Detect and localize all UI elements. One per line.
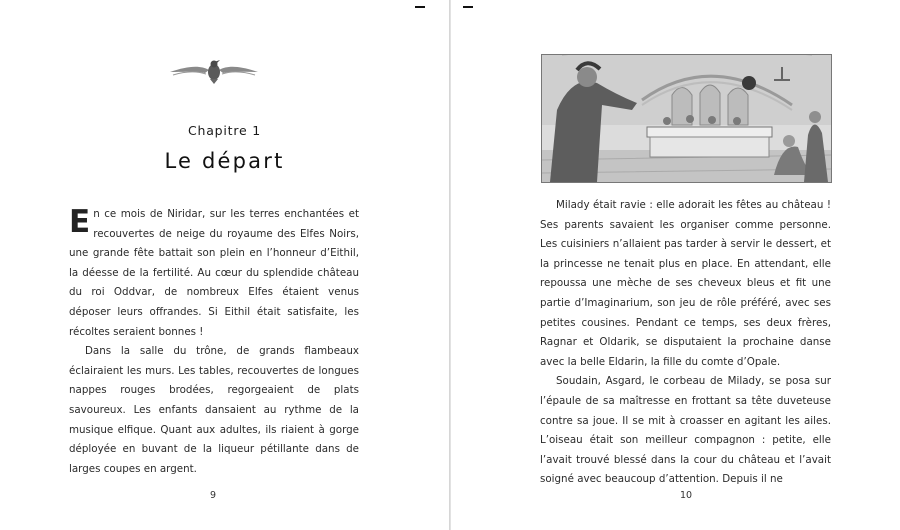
paragraph: Milady était ravie : elle adorait les fêtes au château ! Ses parents savaient les organiser comme personne. Les cuisiniers n’allaient pas tarder à servir le dessert, et la princesse ne tenait plus en place. En attendant, elle repoussa une mèche de ses cheveux bleus et fit une partie d’Imaginarium, son jeu de rôle préféré, avec ses petites cousines. Pendant ce temps, ses deux frères, Ragnar et Oldarik, se disputaient la prochaine danse avec la belle Eldarin, la fille du comte d’Opale.: [540, 199, 831, 368]
paragraph: Dans la salle du trône, de grands flambeaux éclairaient les murs. Les tables, recouvertes de longues nappes rouges brodées, regorgeaient de plats savoureux. Les enfants dansaient au rythme de la musique elfique. Quant aux adultes, ils riaient à gorge déployée en buvant de la liqueur pétillante dans de larges coupes en argent.: [69, 345, 359, 475]
left-page-text: [69, 205, 359, 479]
left-page: [0, 0, 449, 530]
paragraph: En ce mois de Niridar, sur les terres enchantées et recouvertes de neige du royaume des Elfes Noirs, une grande fête battait son plein en l’honneur d’Eithil, la déesse de la fertilité. Au cœur du splendide château du roi Oddvar, de nombreux Elfes étaient venus déposer leurs offrandes. Si Eithil était satisfaite, les récoltes seraient bonnes !: [69, 204, 359, 338]
feast-illustration: [541, 54, 832, 183]
crop-mark: [415, 0, 425, 8]
bird-ornament-icon: [168, 59, 260, 85]
right-page: [451, 0, 900, 530]
right-page-text: [540, 196, 831, 490]
page-number: 9: [210, 490, 217, 501]
paragraph: Soudain, Asgard, le corbeau de Milady, se posa sur l’épaule de sa maîtresse en frottant sa tête duveteuse contre sa joue. Il se mit à croasser en agitant les ailes. L’oiseau était son meilleur compagnon : petite, elle l’avait trouvé blessé dans la cour du château et l’avait soigné avec beaucoup d’attention. Depuis il ne: [540, 375, 831, 486]
chapter-title: Le départ: [164, 149, 285, 173]
page-number: 10: [680, 490, 693, 501]
chapter-label: Chapitre 1: [187, 123, 262, 138]
crop-mark: [463, 0, 473, 8]
